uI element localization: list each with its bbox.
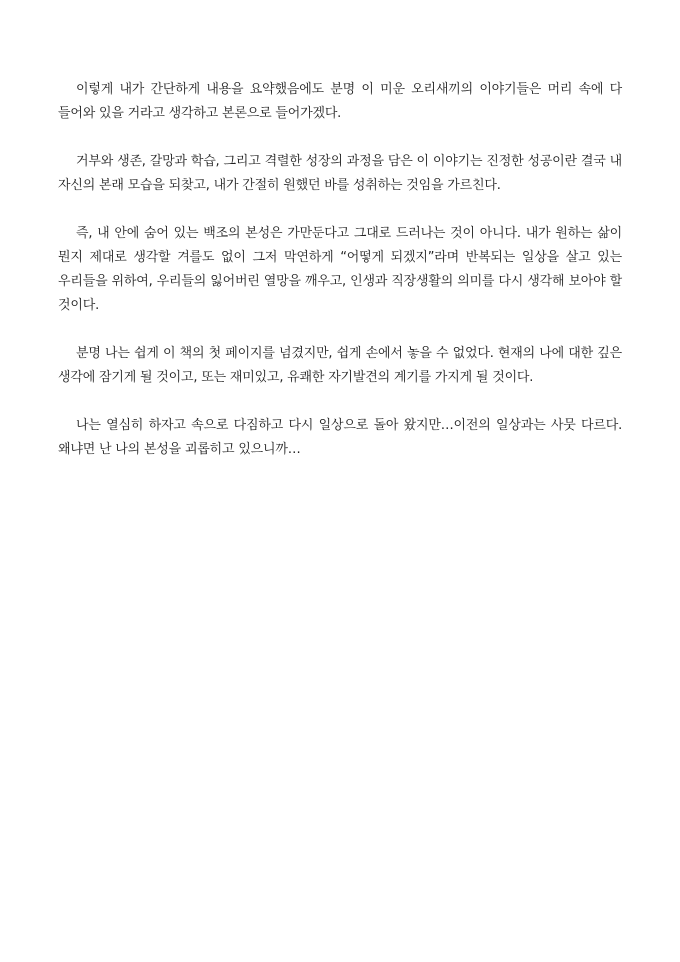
document-body [58,78,622,486]
paragraph-3: 즉, 내 안에 숨어 있는 백조의 본성은 가만둔다고 그대로 드러나는 것이 아니다. 내가 원하는 삶이 뭔지 제대로 생각할 겨를도 없이 그저 막연하게 “어떻게 되겠지”라며 반복되는 일상을 살고 있는 우리들을 위하여, 우리들의 잃어버린 열망을 깨우고, 인생과 직장생활의 의미를 다시 생각해 보아야 할 것이다. [58,226,622,313]
paragraph-4: 분명 나는 쉽게 이 책의 첫 페이지를 넘겼지만, 쉽게 손에서 놓을 수 없었다. 현재의 나에 대한 깊은 생각에 잠기게 될 것이고, 또는 재미있고, 유쾌한 자기발견의 계기를 가지게 될 것이다. [58,346,622,385]
paragraph-1: 이렇게 내가 간단하게 내용을 요약했음에도 분명 이 미운 오리새끼의 이야기들은 머리 속에 다 들어와 있을 거라고 생각하고 본론으로 들어가겠다. [58,82,622,121]
paragraph-5: 나는 열심히 하자고 속으로 다짐하고 다시 일상으로 돌아 왔지만…이전의 일상과는 사뭇 다르다. 왜냐면 난 나의 본성을 괴롭히고 있으니까… [58,418,622,457]
paragraph-2: 거부와 생존, 갈망과 학습, 그리고 격렬한 성장의 과정을 담은 이 이야기는 진정한 성공이란 결국 내 자신의 본래 모습을 되찾고, 내가 간절히 원했던 바를 성취하는 것임을 가르친다. [58,154,622,193]
